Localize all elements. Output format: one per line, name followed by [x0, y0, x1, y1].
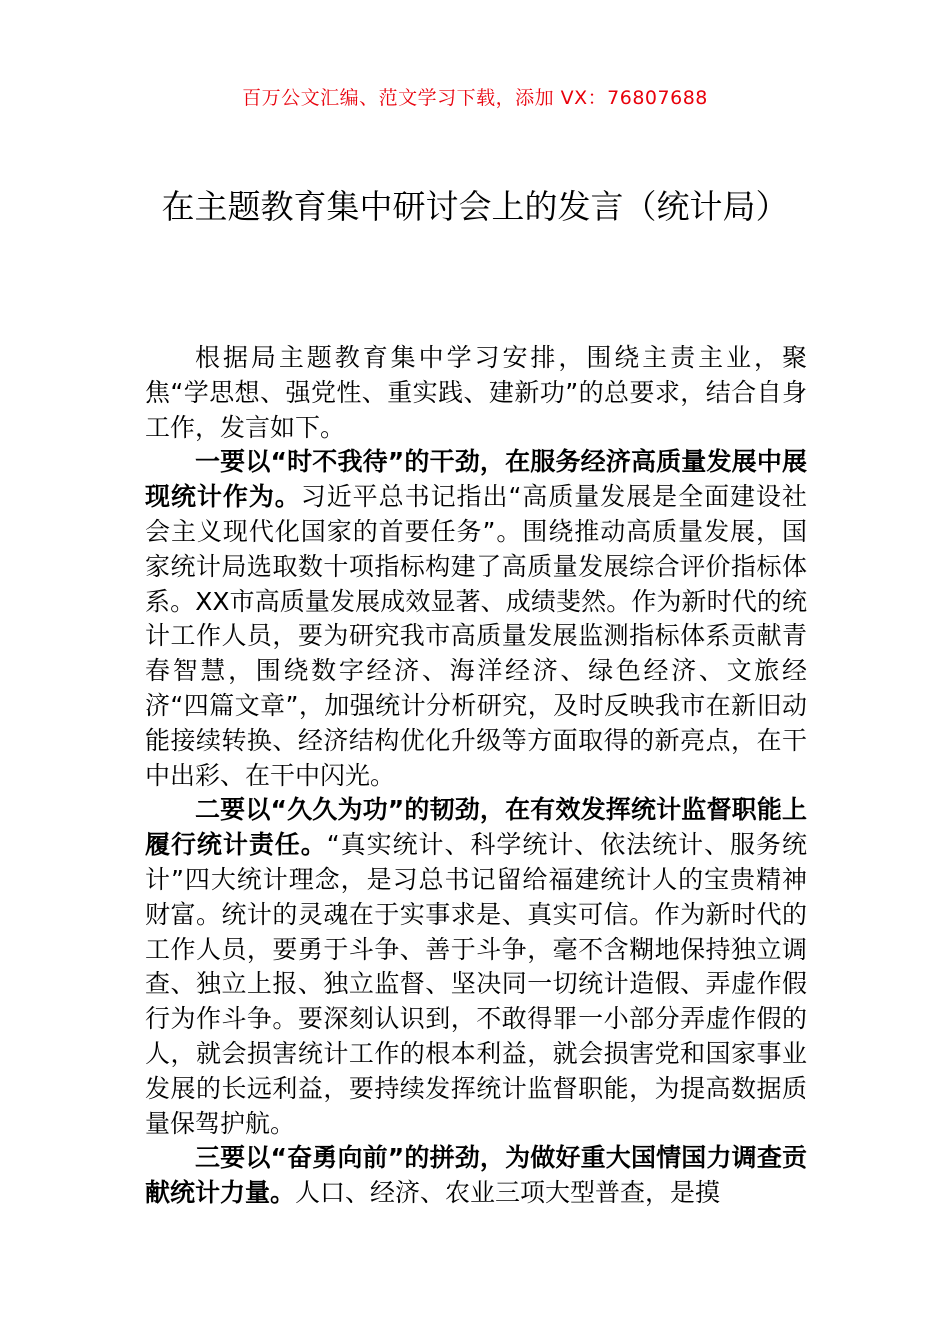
document-title: 在主题教育集中研讨会上的发言（统计局） — [161, 187, 789, 226]
intro-paragraph: 根据局主题教育集中学习安排，围绕主责主业，聚焦“学思想、强党性、重实践、建新功”的总要求，结合自身工作，发言如下。 — [145, 343, 807, 442]
section-text-2: “真实统计、科学统计、依法统计、服务统计”四大统计理念，是习总书记留给福建统计人的宝贵精神财富。统计的灵魂在于实事求是、真实可信。作为新时代的工作人员，要勇于斗争、善于斗争，毫不含糊地保持独立调查、独立上报、独立监督、坚决同一切统计造假、弄虚作假行为作斗争。要深刻认识到，不敢得罪一小部分弄虚作假的人，就会损害统计工作的根本利益，就会损害党和国家事业发展的长远利益，要持续发挥统计监督职能，为提高数据质量保驾护航。 — [145, 830, 807, 1138]
section-paragraph-3 — [145, 1141, 807, 1211]
section-heading-3: 三要以“奋勇向前”的拼劲，为做好重大国情国力调查贡献统计力量。 — [145, 1143, 807, 1208]
section-paragraph-2 — [145, 793, 807, 1141]
section-heading-1: 一要以“时不我待”的干劲，在服务经济高质量发展中展现统计作为。 — [145, 447, 807, 512]
section-text-1: 习近平总书记指出“高质量发展是全面建设社会主义现代化国家的首要任务”。围绕推动高质量发展，国家统计局选取数十项指标构建了高质量发展综合评价指标体系。XX市高质量发展成效显著、成绩斐然。作为新时代的统计工作人员，要为研究我市高质量发展监测指标体系贡献青春智慧，围绕数字经济、海洋经济、绿色经济、文旅经济“四篇文章”，加强统计分析研究，及时反映我市在新旧动能接续转换、经济结构优化升级等方面取得的新亮点，在干中出彩、在干中闪光。 — [145, 482, 807, 790]
document-body — [145, 341, 807, 1211]
section-heading-2: 二要以“久久为功”的韧劲，在有效发挥统计监督职能上履行统计责任。 — [145, 795, 807, 860]
section-paragraph-1 — [145, 445, 807, 793]
header-note: 百万公文汇编、范文学习下载，添加 VX：76807688 — [242, 87, 708, 109]
section-text-3: 人口、经济、农业三项大型普查，是摸 — [295, 1178, 721, 1208]
